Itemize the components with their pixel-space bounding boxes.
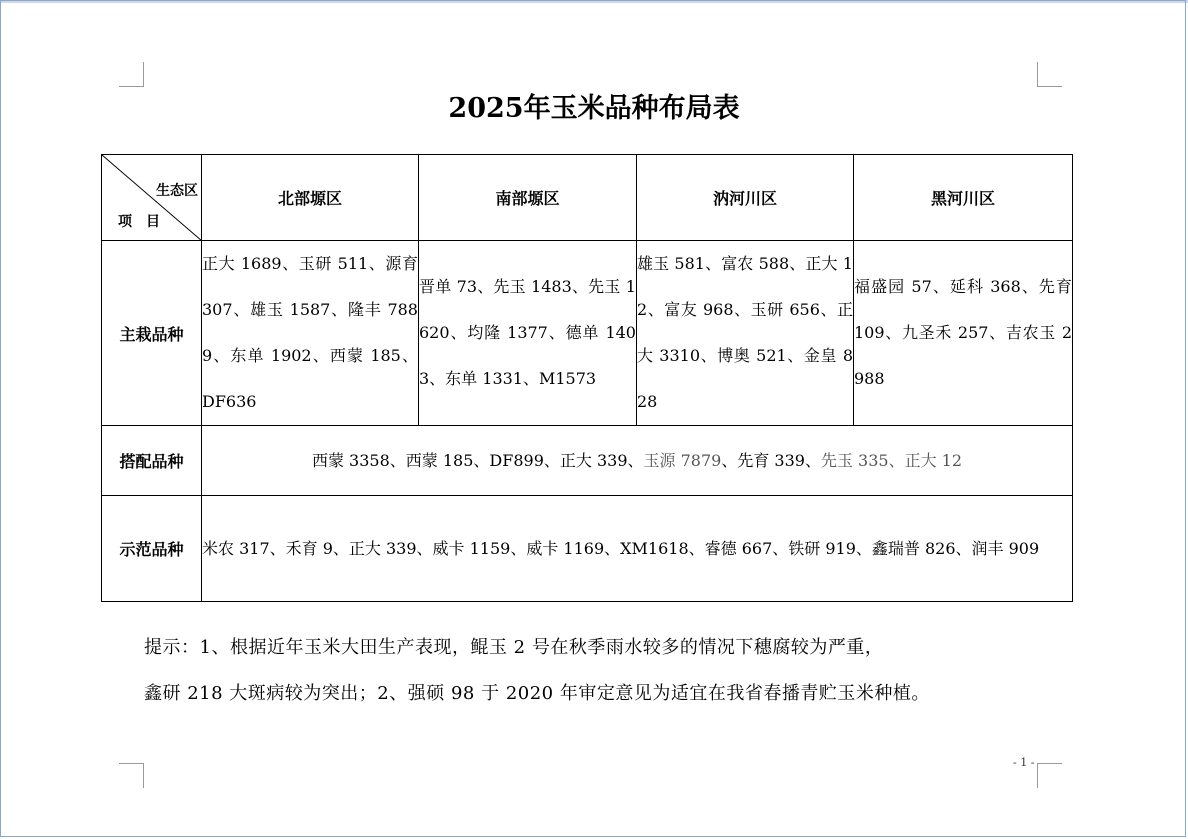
note-line-2: 鑫研 218 大斑病较为突出；2、强硕 98 于 2020 年审定意见为适宜在我省春播青贮玉米种植。 (144, 683, 930, 704)
match-text-4: 先玉 335、正大 12 (820, 450, 963, 470)
table-row-match (102, 426, 1073, 496)
note-line-1: 提示：1、根据近年玉米大田生产表现，鲲玉 2 号在秋季雨水较多的情况下穗腐较为严重， (144, 637, 884, 658)
main-cell-south: 晋单 73、先玉 1483、先玉 1620、均隆 1377、德单 1403、东单 1331、M1573 (419, 241, 637, 426)
variety-layout-table (101, 154, 1073, 602)
header-heihe: 黑河川区 (854, 155, 1073, 241)
corner-mark-top-left (119, 62, 144, 87)
match-cell (202, 426, 1073, 496)
main-cell-north: 正大 1689、玉研 511、源育 307、雄玉 1587、隆丰 7889、东单 1902、西蒙 185、DF636 (202, 241, 419, 426)
corner-label-item: 项 目 (118, 214, 160, 230)
document-title: 2025年玉米品种布局表 (448, 93, 740, 124)
row-label-demo: 示范品种 (102, 496, 202, 602)
main-cell-ruihe: 雄玉 581、富农 588、正大 12、富友 968、玉研 656、正大 3310、博奥 521、金皇 828 (637, 241, 854, 426)
header-north: 北部塬区 (202, 155, 419, 241)
header-south: 南部塬区 (419, 155, 637, 241)
match-text-3: 、先育 339、 (721, 450, 821, 470)
match-text-1: 西蒙 3358、西蒙 185、DF899、正大 339、 (311, 450, 644, 470)
row-label-main: 主栽品种 (102, 241, 202, 426)
row-label-match: 搭配品种 (102, 426, 202, 496)
table-corner-cell (102, 155, 202, 241)
match-text-2: 玉源 7879 (643, 450, 722, 470)
main-cell-heihe: 福盛园 57、延科 368、先育 109、九圣禾 257、吉农玉 2988 (854, 241, 1073, 426)
corner-mark-bottom-left (119, 763, 144, 788)
corner-mark-top-right (1037, 62, 1062, 87)
table-header-row (102, 155, 1073, 241)
corner-label-zone: 生态区 (156, 183, 198, 199)
page-number: - 1 - (1013, 756, 1035, 769)
table-row-main (102, 241, 1073, 426)
table-row-demo (102, 496, 1073, 602)
header-ruihe: 汭河川区 (637, 155, 854, 241)
corner-mark-bottom-right (1037, 763, 1062, 788)
note-paragraph (144, 625, 1044, 717)
demo-cell: 米农 317、禾育 9、正大 339、威卡 1159、威卡 1169、XM1618、睿德 667、铁研 919、鑫瑞普 826、润丰 909 (202, 496, 1073, 602)
